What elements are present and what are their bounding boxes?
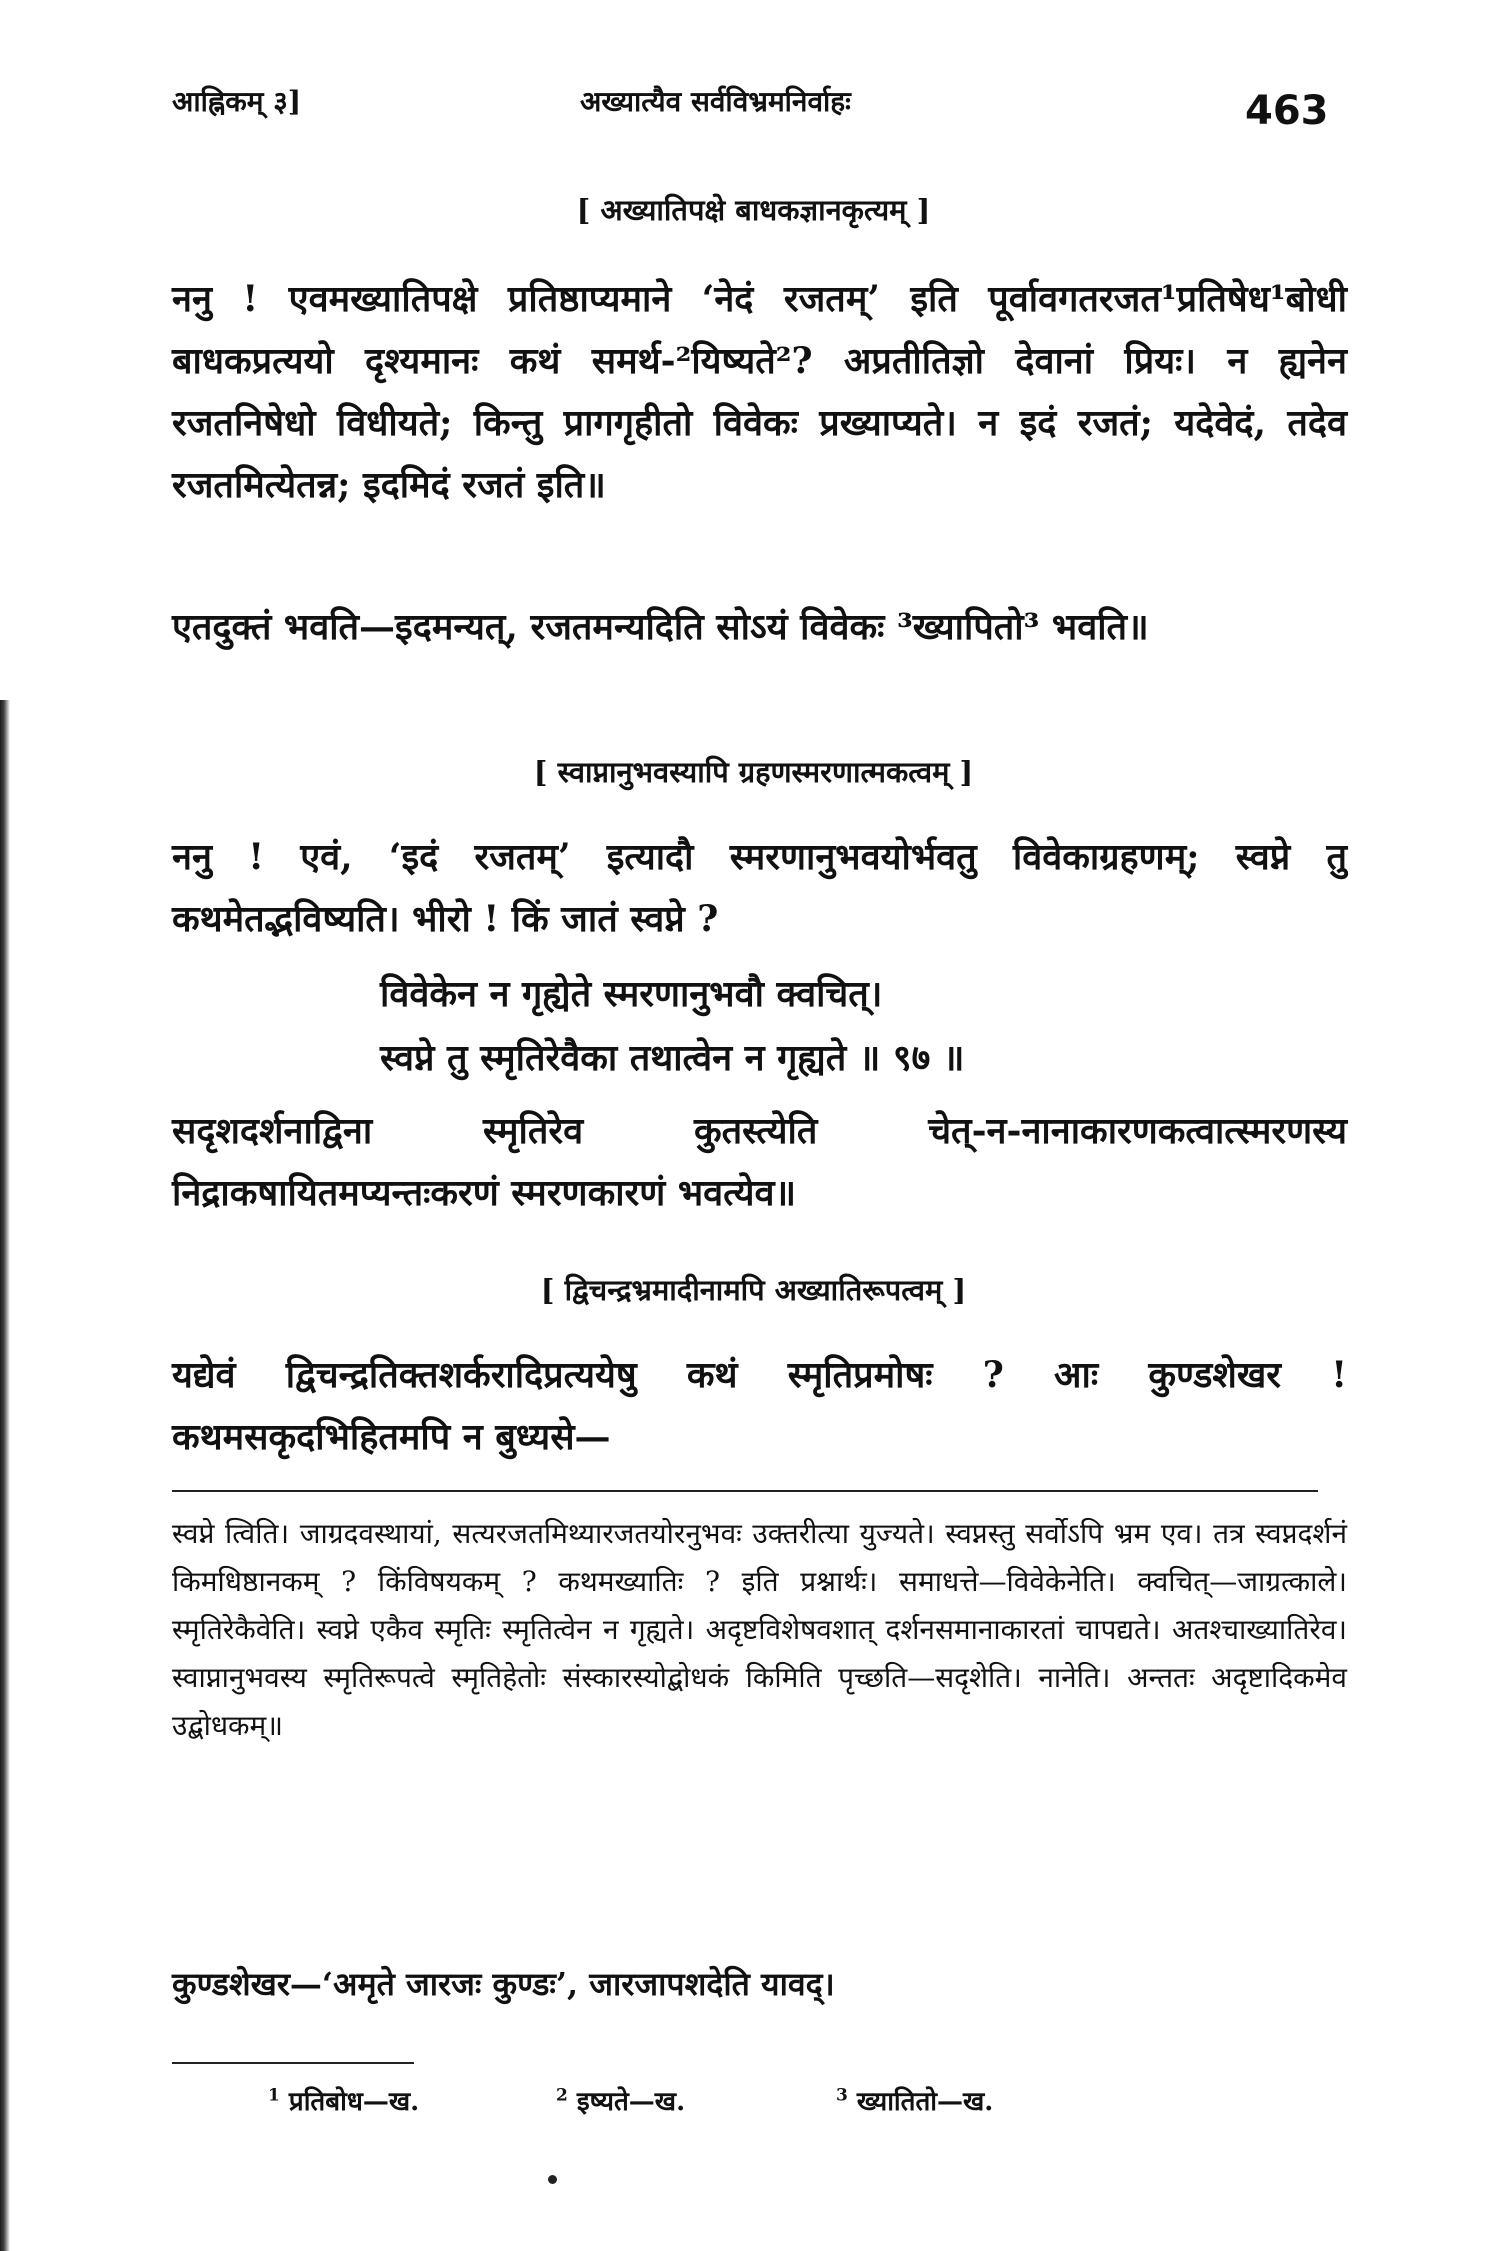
section-heading-2: [ स्वाप्नानुभवस्यापि ग्रहणस्मरणात्मकत्वम् ] [533, 755, 974, 789]
running-head-left: आह्निकम् ३] [172, 85, 302, 118]
ink-speck [548, 2175, 557, 2184]
footnote-1: $^1$ प्रतिबोध—ख. [268, 2085, 420, 2117]
verse-line-1: विवेकेन न गृह्येते स्मरणानुभवौ क्वचित्। [380, 973, 883, 1015]
paragraph-5: यद्येवं द्विचन्द्रतिक्तशर्करादिप्रत्ययेषु कथं स्मृतिप्रमोषः ? आः कुण्डशेखर ! कथमसकृदभिहितमपि न बुध्यसे— [172, 1354, 1347, 1458]
section-heading-3: [ द्विचन्द्रभ्रमादीनामपि अख्यातिरूपत्वम् ] [540, 1273, 967, 1307]
footnote-divider [172, 2062, 414, 2064]
running-head-center: अख्यात्यैव सर्वविभ्रमनिर्वाहः [580, 85, 851, 118]
paragraph-3: ननु ! एवं, ‘इदं रजतम्’ इत्यादौ स्मरणानुभवयोर्भवतु विवेकाग्रहणम्; स्वप्ने तु कथमेतद्भविष्यति। भीरो ! किं जातं स्वप्ने ? [172, 836, 1347, 940]
verse-line-2: स्वप्ने तु स्मृतिरेवैका तथात्वेन न गृह्यते ॥ ९७ ॥ [380, 1037, 965, 1079]
paragraph-1: ननु ! एवमख्यातिपक्षे प्रतिष्ठाप्यमाने ‘नेदं रजतम्’ इति पूर्वावगतरजत¹प्रतिषेध¹बोधी बाधकप्रत्ययो दृश्यमानः कथं समर्थ-²यिष्यते²? अप्रतीतिज्ञो देवानां प्रियः। न ह्यनेन रजतनिषेधो विधीयते; किन्तु प्रागगृहीतो विवेकः प्रख्याप्यते। न इदं रजतं; यदेवेदं, तदेव रजतमित्येतन्न; इदमिदं रजतं इति॥ [172, 278, 1347, 506]
commentary-last-line: कुण्डशेखर—‘अमृते जारजः कुण्डः’, जारजापशदेति यावद्। [172, 1965, 835, 2003]
commentary-text: स्वप्ने त्विति। जाग्रदवस्थायां, सत्यरजतमिथ्यारजतयोरनुभवः उक्तरीत्या युज्यते। स्वप्नस्तु सर्वोऽपि भ्रम एव। तत्र स्वप्नदर्शनं किमधिष्ठानकम् ? किंविषयकम् ? कथमख्यातिः ? इति प्रश्नार्थः। समाधत्ते—विवेकेनेति। क्वचित्—जाग्रत्काले। स्मृतिरेकैवेति। स्वप्ने एकैव स्मृतिः स्मृतित्वेन न गृह्यते। अदृष्टविशेषवशात् दर्शनसमानाकारतां चापद्यते। अतश्चाख्यातिरेव। स्वाप्नानुभवस्य स्मृतिरूपत्वे स्मृतिहेतोः संस्कारस्योद्बोधकं किमिति पृच्छति—सदृशेति। नानेति। अन्ततः अदृष्टादिकमेव उद्बोधकम्॥ [172, 1517, 1347, 1742]
binding-shadow [0, 700, 10, 2251]
paragraph-2: एतदुक्तं भवति—इदमन्यत्, रजतमन्यदिति सोऽयं विवेकः ³ख्यापितो³ भवति॥ [172, 606, 1149, 648]
commentary-divider [172, 1490, 1318, 1492]
footnote-2: $^2$ इष्यते—ख. [556, 2085, 686, 2117]
section-heading-1: [ अख्यातिपक्षे बाधकज्ञानकृत्यम् ] [576, 193, 931, 227]
footnote-3: $^3$ ख्यातितो—ख. [836, 2085, 994, 2117]
page-number: 463 [1245, 88, 1329, 134]
paragraph-4: सदृशदर्शनाद्विना स्मृतिरेव कुतस्त्येति चेत्-न-नानाकारणकत्वात्स्मरणस्य निद्राकषायितमप्यन्तःकरणं स्मरणकारणं भवत्येव॥ [172, 1110, 1347, 1214]
